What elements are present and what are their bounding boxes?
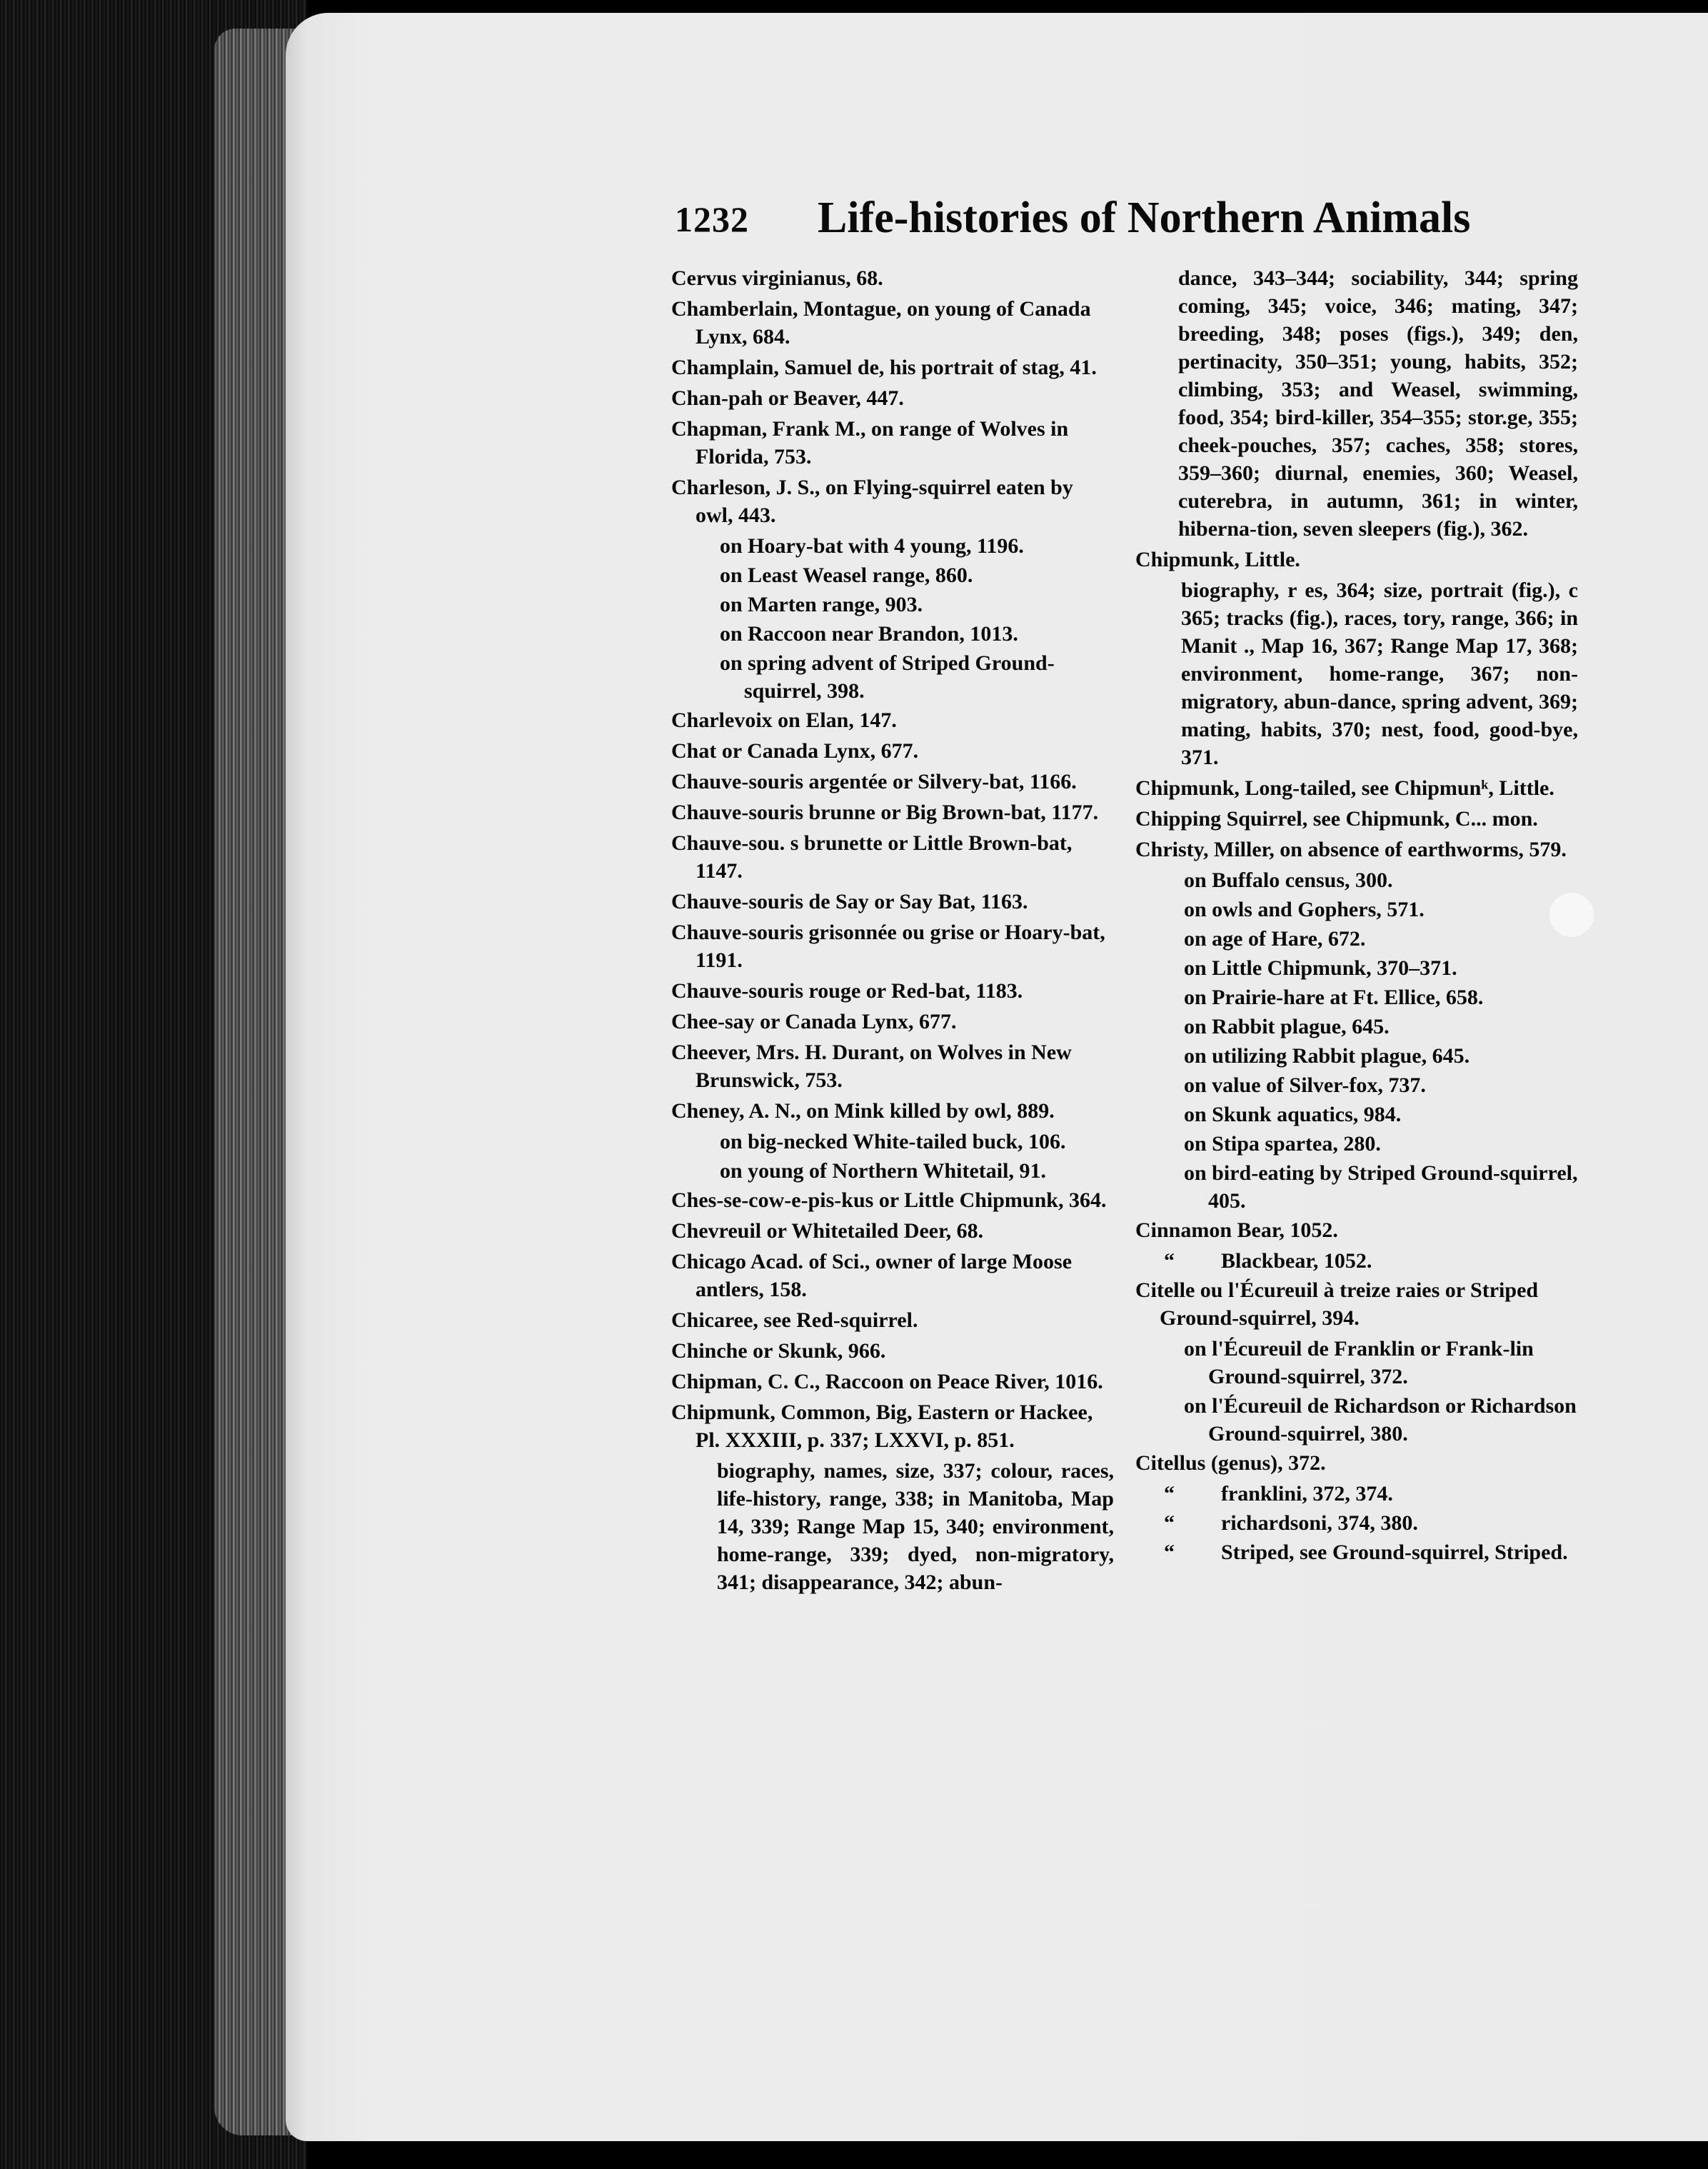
index-entry: Chipmunk, Little. <box>1135 548 1300 571</box>
index-entry: Chan-pah or Beaver, 447. <box>671 386 904 410</box>
index-entry: Chipmunk, Long-tailed, see Chipmunᵏ, Little. <box>1135 776 1554 800</box>
index-entry: Citellus (genus), 372. <box>1135 1451 1326 1475</box>
index-entry: Chat or Canada Lynx, 677. <box>671 739 919 763</box>
index-entry: Chipman, C. C., Raccoon on Peace River, 1016. <box>671 1370 1103 1393</box>
index-entry: Chicaree, see Red-squirrel. <box>671 1308 918 1332</box>
index-sub: on age of Hare, 672. <box>1184 927 1366 951</box>
index-ditto <box>1135 1480 1578 1508</box>
index-sub: on Least Weasel range, 860. <box>720 563 973 587</box>
index-entry: Christy, Miller, on absence of earthworms, 579. <box>1135 838 1567 861</box>
index-entry: Chamberlain, Montague, on young of Canada Lynx, 684. <box>671 297 1091 349</box>
index-entry: Charlevoix on Elan, 147. <box>671 708 897 732</box>
index-sub: on Stipa spartea, 280. <box>1184 1132 1381 1156</box>
ditto-mark: “ <box>1164 1541 1175 1564</box>
index-entry: Chee-say or Canada Lynx, 677. <box>671 1010 957 1033</box>
index-sub: on big-necked White-tailed buck, 106. <box>720 1130 1066 1153</box>
index-entry: Chauve-souris rouge or Red-bat, 1183. <box>671 979 1023 1003</box>
ditto-mark: “ <box>1164 1511 1175 1535</box>
index-entry: Chapman, Frank M., on range of Wolves in Florida, 753. <box>671 417 1069 469</box>
index-sub: on l'Écureuil de Franklin or Frank-lin Ground-squirrel, 372. <box>1184 1337 1534 1388</box>
index-sub: on Rabbit plague, 645. <box>1184 1015 1390 1038</box>
index-sub: on Raccoon near Brandon, 1013. <box>720 622 1018 646</box>
index-sub: on Skunk aquatics, 984. <box>1184 1103 1402 1126</box>
index-entry: Cinnamon Bear, 1052. <box>1135 1218 1338 1242</box>
ditto-mark: “ <box>1164 1249 1175 1273</box>
index-entry: Charleson, J. S., on Flying-squirrel eaten by owl, 443. <box>671 476 1073 527</box>
index-sub: on value of Silver-fox, 737. <box>1184 1073 1426 1097</box>
index-entry: Chauve-souris brunne or Big Brown-bat, 1177. <box>671 801 1099 824</box>
ditto-mark: “ <box>1164 1482 1175 1506</box>
index-ditto <box>1135 1247 1578 1275</box>
index-text: Blackbear, 1052. <box>1221 1249 1372 1273</box>
index-sub: on Marten range, 903. <box>720 593 923 616</box>
index-sub: on bird-eating by Striped Ground-squirrel, 405. <box>1184 1161 1578 1213</box>
index-entry: Cheever, Mrs. H. Durant, on Wolves in New Brunswick, 753. <box>671 1041 1072 1092</box>
index-sub: on Little Chipmunk, 370–371. <box>1184 956 1457 980</box>
index-sub: on owls and Gophers, 571. <box>1184 898 1425 921</box>
index-entry: Chicago Acad. of Sci., owner of large Moose antlers, 158. <box>671 1250 1072 1301</box>
index-text: Striped, see Ground-squirrel, Striped. <box>1221 1541 1568 1564</box>
scan-artifact <box>1549 893 1594 937</box>
index-cont: biography, r es, 364; size, portrait (fig.), c 365; tracks (fig.), races, tory, range, 366; in Manit ., Map 16, 367; Range Map 17, 368; environment, home-range, 367; non-migratory, abun-dance, spring advent, 369; mating, habits, 370; nest, food, good-bye, 371. <box>1181 578 1578 769</box>
index-cont: biography, names, size, 337; colour, races, life-history, range, 338; in Manitoba, Map 14, 339; Range Map 15, 340; environment, home-range, 339; dyed, non-migratory, 341; disappearance, 342; abun- <box>717 1459 1114 1594</box>
index-sub: on Hoary-bat with 4 young, 1196. <box>720 534 1024 558</box>
index-sub: on young of Northern Whitetail, 91. <box>720 1159 1046 1183</box>
page-header <box>675 193 1471 250</box>
index-sub: on l'Écureuil de Richardson or Richardson Ground-squirrel, 380. <box>1184 1394 1577 1446</box>
index-entry: Chevreuil or Whitetailed Deer, 68. <box>671 1219 984 1243</box>
index-entry: Ches-se-cow-e-pis-kus or Little Chipmunk, 364. <box>671 1188 1107 1212</box>
index-entry: Chipmunk, Common, Big, Eastern or Hackee, Pl. XXXIII, p. 337; LXXVI, p. 851. <box>671 1401 1093 1452</box>
index-entry: Chauve-souris grisonnée ou grise or Hoary-bat, 1191. <box>671 921 1105 972</box>
index-sub: on spring advent of Striped Ground-squirrel, 398. <box>720 651 1055 703</box>
index-entry: Chauve-souris de Say or Say Bat, 1163. <box>671 890 1028 913</box>
running-title: Life-histories of Northern Animals <box>818 194 1471 242</box>
index-entry: Champlain, Samuel de, his portrait of stag, 41. <box>671 356 1097 379</box>
index-entry: Chauve-sou. s brunette or Little Brown-bat, 1147. <box>671 831 1072 883</box>
index-ditto <box>1135 1538 1578 1566</box>
index-sub: on utilizing Rabbit plague, 645. <box>1184 1044 1470 1068</box>
index-ditto <box>1135 1509 1578 1537</box>
index-text: richardsoni, 374, 380. <box>1221 1511 1418 1535</box>
index-entry: Chauve-souris argentée or Silvery-bat, 1166. <box>671 770 1077 793</box>
index-entry: Cervus virginianus, 68. <box>671 266 883 290</box>
index-text: franklini, 372, 374. <box>1221 1482 1393 1506</box>
index-entry: Chinche or Skunk, 966. <box>671 1339 886 1363</box>
index-entry: Chipping Squirrel, see Chipmunk, C... mon. <box>1135 807 1538 831</box>
index-sub: on Buffalo census, 300. <box>1184 868 1393 892</box>
index-column-left <box>671 264 1114 1599</box>
index-contwide: dance, 343–344; sociability, 344; spring coming, 345; voice, 346; mating, 347; breeding, 348; poses (figs.), 349; den, pertinacity, 350–351; young, habits, 352; climbing, 353; and Weasel, swimming, food, 354; bird-killer, 354–355; stor.ge, 355; cheek-pouches, 357; caches, 358; stores, 359–360; diurnal, enemies, 360; Weasel, cuterebra, in autumn, 361; in winter, hiberna-tion, seven sleepers (fig.), 362. <box>1178 266 1578 541</box>
index-column-right <box>1135 264 1578 1568</box>
index-sub: on Prairie-hare at Ft. Ellice, 658. <box>1184 986 1484 1009</box>
index-entry: Cheney, A. N., on Mink killed by owl, 889. <box>671 1099 1055 1123</box>
page-number: 1232 <box>675 199 749 239</box>
index-entry: Citelle ou l'Écureuil à treize raies or Striped Ground-squirrel, 394. <box>1135 1278 1539 1330</box>
